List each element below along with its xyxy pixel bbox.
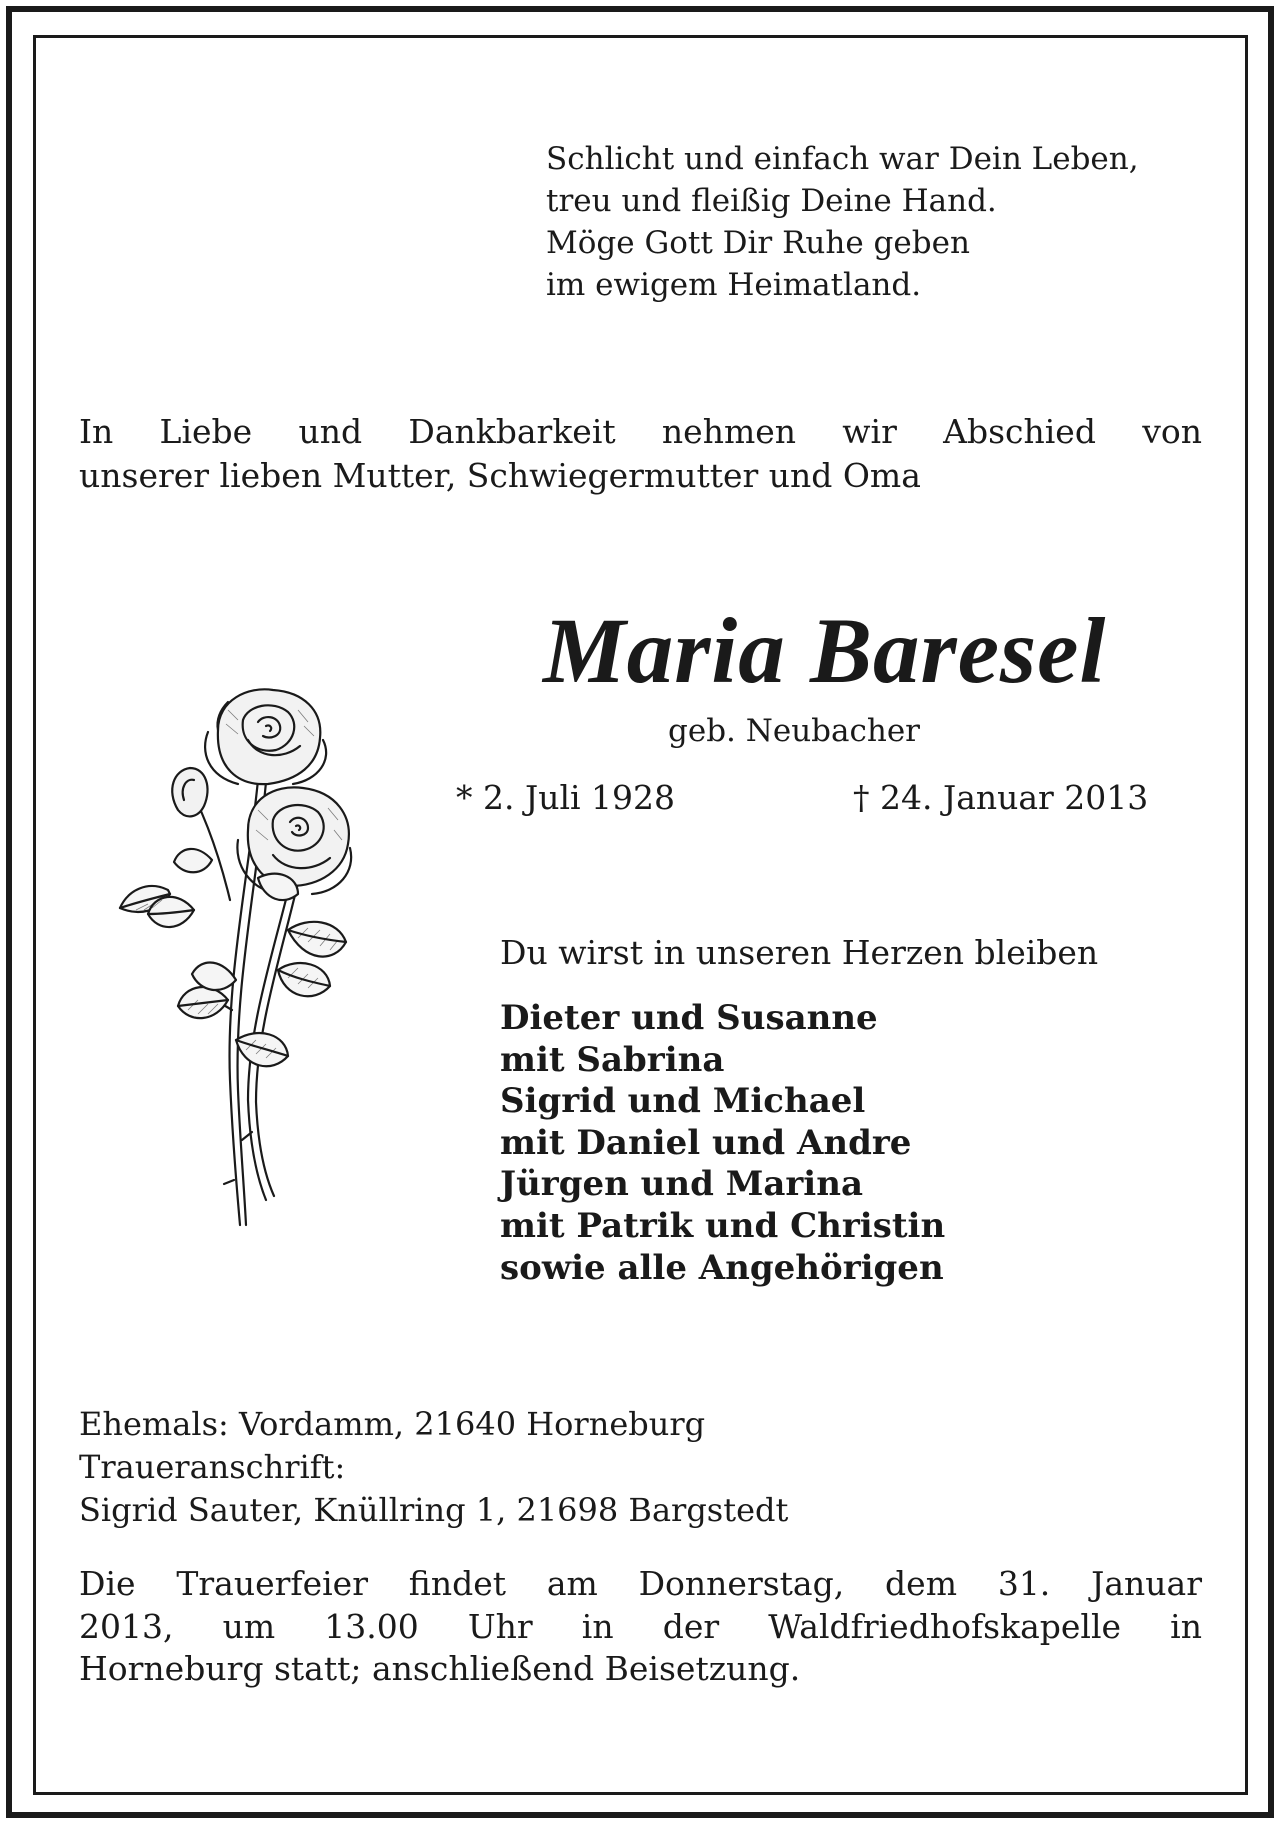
poem-line: Schlicht und einfach war Dein Leben, — [546, 141, 1139, 177]
poem-line: Möge Gott Dir Ruhe geben — [546, 225, 970, 261]
poem — [546, 138, 1139, 306]
mourner-line: mit Daniel und Andre — [500, 1122, 912, 1163]
rose-icon — [108, 680, 398, 1240]
mourner-line: Dieter und Susanne — [500, 998, 878, 1038]
service-text — [79, 1563, 1202, 1691]
mourner-line: mit Sabrina — [500, 1039, 725, 1080]
remembrance-text: Du wirst in unseren Herzen bleiben — [500, 933, 1099, 972]
poem-line: treu und fleißig Deine Hand. — [546, 183, 997, 219]
mourning-address-label: Traueranschrift: — [79, 1448, 346, 1486]
mourner-line: mit Patrik und Christin — [500, 1205, 946, 1246]
death-date: † 24. Januar 2013 — [853, 778, 1149, 817]
address-block — [79, 1403, 788, 1532]
mourning-address: Sigrid Sauter, Knüllring 1, 21698 Bargstedt — [79, 1491, 789, 1529]
intro-text — [79, 410, 1202, 498]
mourner-line: sowie alle Angehörigen — [500, 1247, 944, 1288]
birth-date: * 2. Juli 1928 — [456, 778, 676, 817]
mourners-list — [500, 998, 945, 1289]
poem-line: im ewigem Heimatland. — [546, 267, 922, 303]
service-line: Horneburg statt; anschließend Beisetzung. — [79, 1649, 801, 1688]
former-address: Ehemals: Vordamm, 21640 Horneburg — [79, 1405, 706, 1443]
intro-line: In Liebe und Dankbarkeit nehmen wir Abschied von — [79, 412, 1202, 451]
service-line: Die Trauerfeier findet am Donnerstag, dem 31. Januar — [79, 1564, 1202, 1603]
deceased-name: Maria Baresel — [543, 600, 1107, 703]
intro-line: unserer lieben Mutter, Schwiegermutter und Oma — [79, 456, 921, 495]
mourner-line: Sigrid und Michael — [500, 1081, 866, 1122]
mourner-line: Jürgen und Marina — [500, 1164, 863, 1205]
maiden-name: geb. Neubacher — [668, 713, 920, 749]
service-line: 2013, um 13.00 Uhr in der Waldfriedhofskapelle in — [79, 1606, 1202, 1646]
